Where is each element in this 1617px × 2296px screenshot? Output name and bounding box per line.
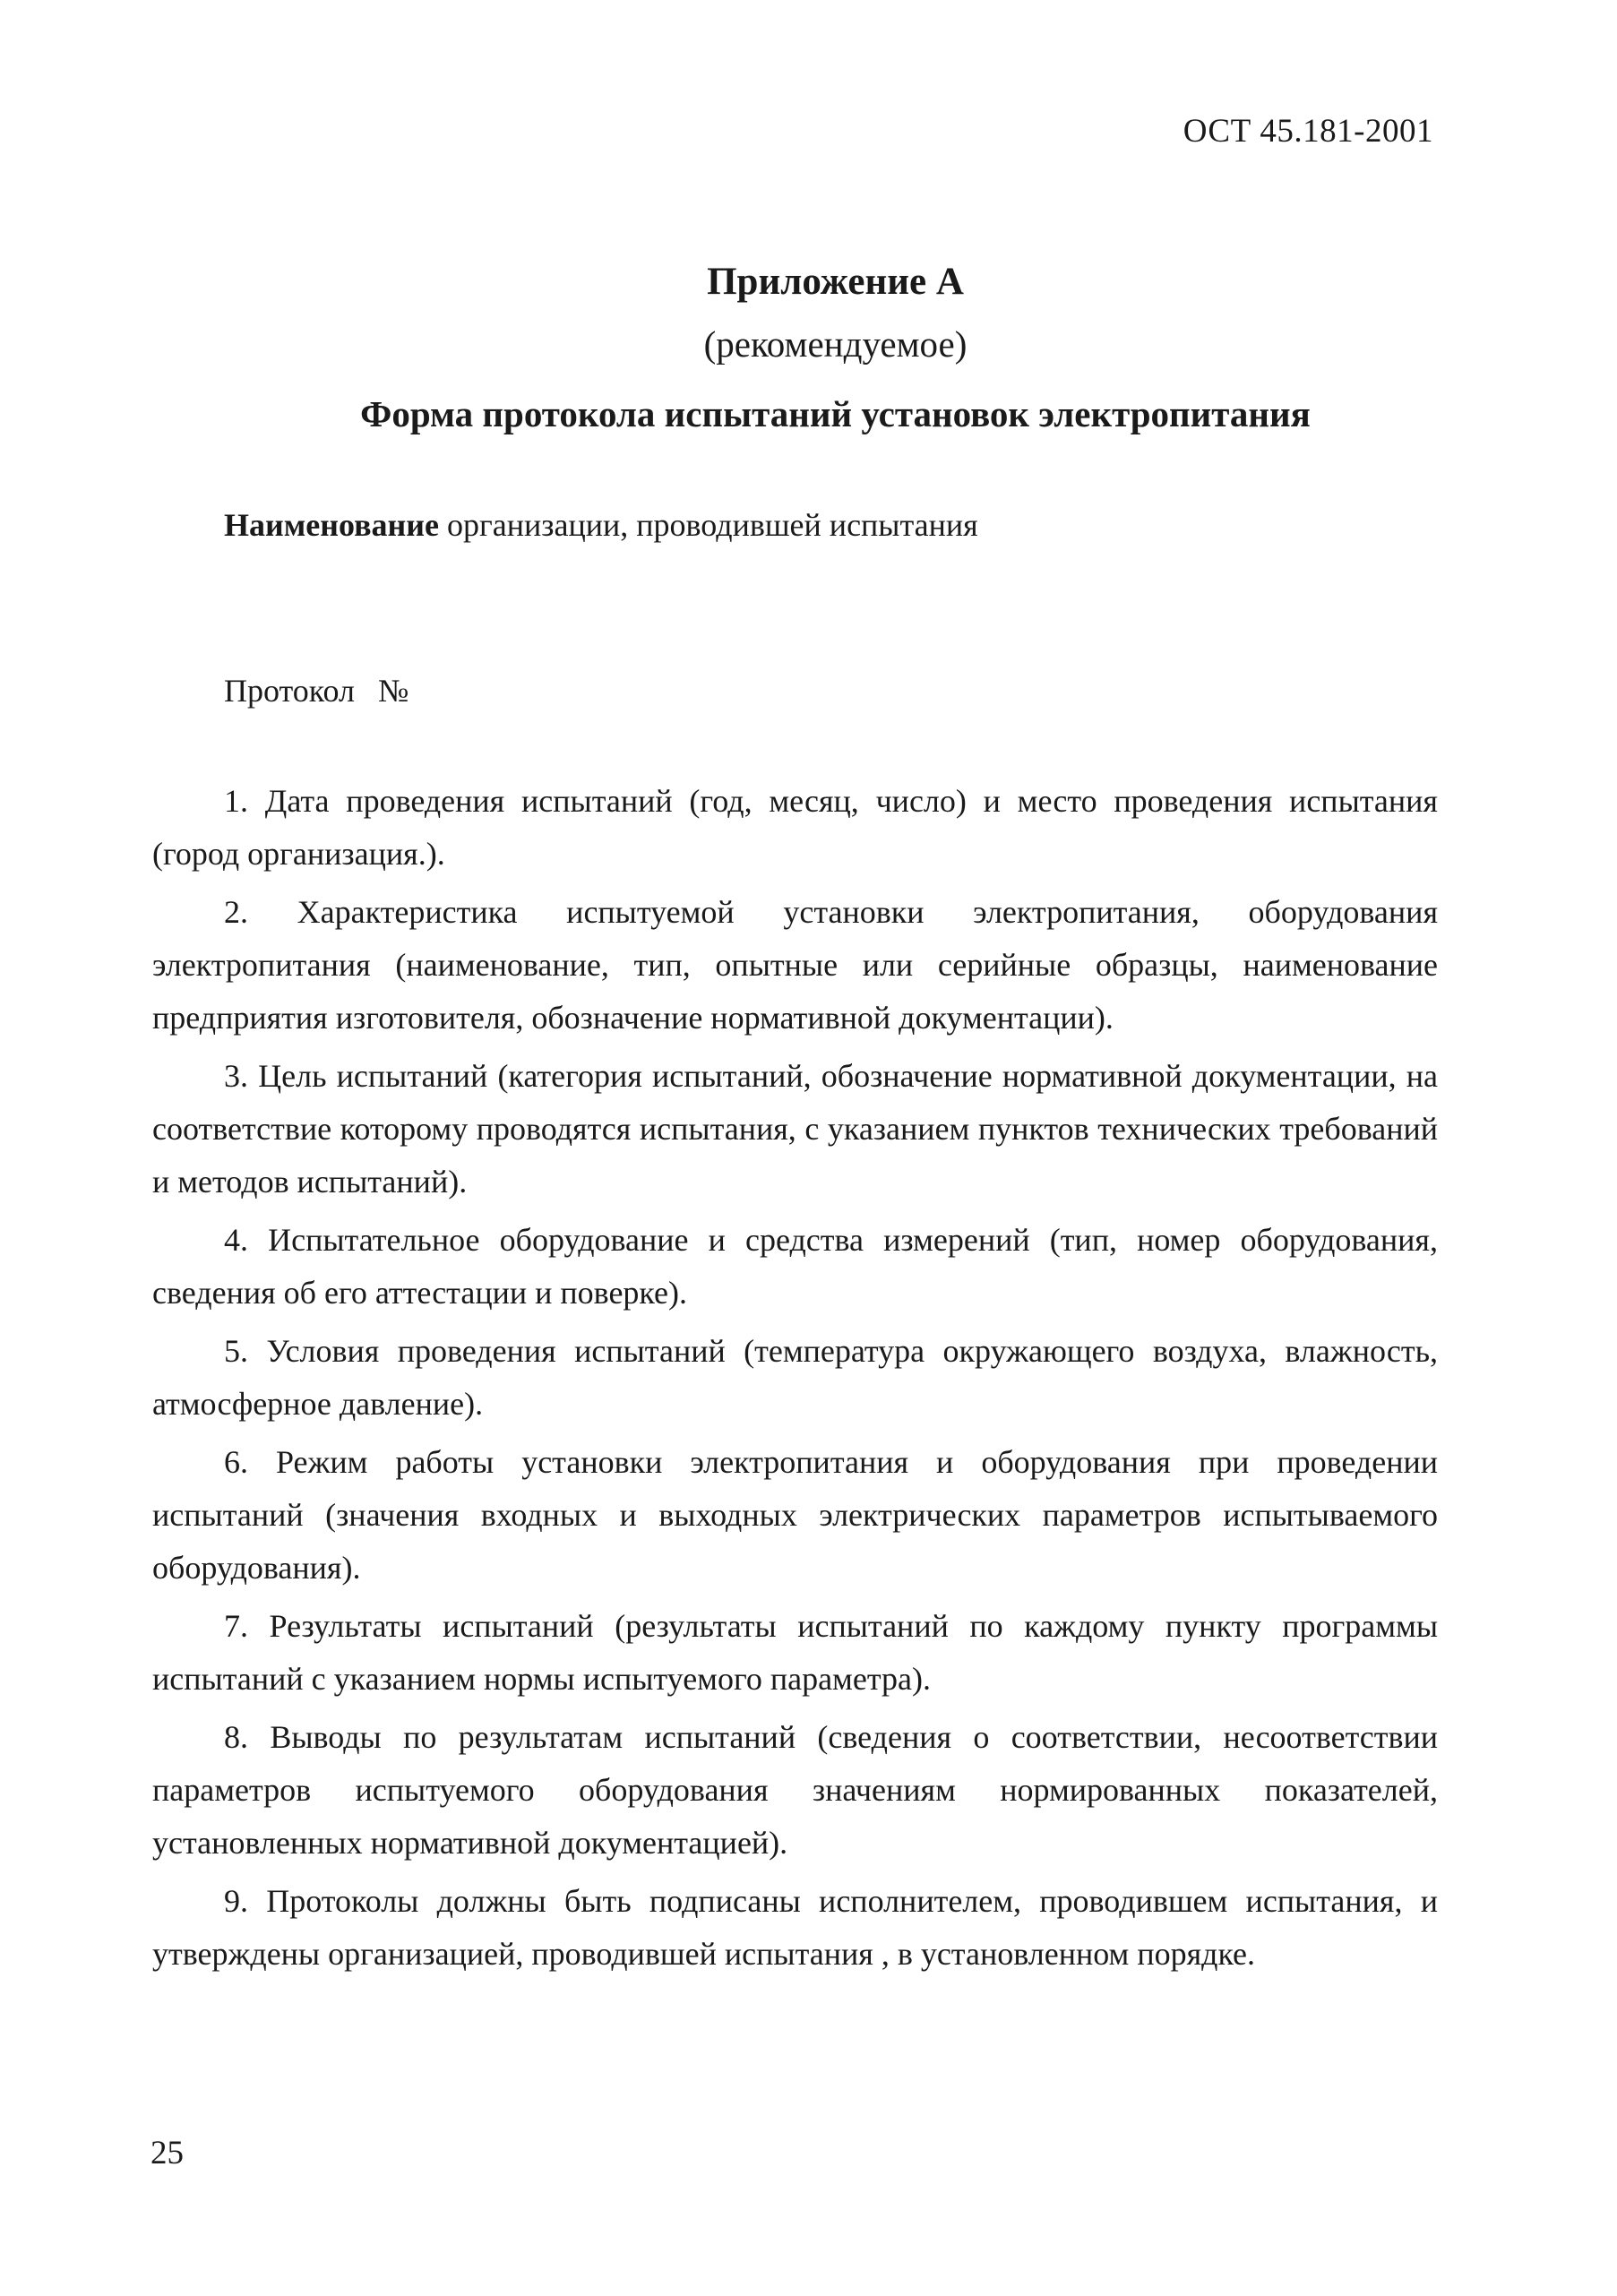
list-item: 2. Характеристика испытуемой установки электропитания, оборудования электропитания (наименование, тип, опытные или серийные образцы, наименование предприятия изготовителя, обозначение нормативной документации). — [152, 894, 1438, 1036]
appendix-note: (рекомендуемое) — [703, 323, 968, 365]
list-item: 9. Протоколы должны быть подписаны исполнителем, проводившем испытания, и утверждены организацией, проводившей испытания , в установленном порядке. — [152, 1883, 1438, 1972]
appendix-title: Приложение А — [707, 261, 964, 303]
protocol-label: Протокол — [224, 673, 355, 709]
list-item: 3. Цель испытаний (категория испытаний, обозначение нормативной документации, на соответствие которому проводятся испытания, с указанием пунктов технических требований и методов испытаний). — [152, 1058, 1438, 1200]
list-item: 1. Дата проведения испытаний (год, месяц, число) и место проведения испытания (город организация.). — [152, 783, 1438, 872]
form-title: Форма протокола испытаний установок электропитания — [360, 393, 1311, 434]
protocol-items-list — [152, 775, 1438, 1986]
list-item: 7. Результаты испытаний (результаты испытаний по каждому пункту программы испытаний с указанием нормы испытуемого параметра). — [152, 1608, 1438, 1697]
protocol-line — [224, 672, 409, 709]
organization-line — [224, 506, 978, 544]
document-code: ОСТ 45.181-2001 — [1183, 113, 1433, 150]
organization-label-bold: Наименование — [224, 507, 439, 543]
list-item: 4. Испытательное оборудование и средства измерений (тип, номер оборудования, сведения об его аттестации и поверке). — [152, 1222, 1438, 1311]
page-number: 25 — [151, 2135, 184, 2171]
list-item: 5. Условия проведения испытаний (температура окружающего воздуха, влажность, атмосферное давление). — [152, 1333, 1438, 1422]
list-item: 8. Выводы по результатам испытаний (сведения о соответствии, несоответствии параметров испытуемого оборудования значениям нормированных показателей, установленных нормативной документацией). — [152, 1719, 1438, 1861]
protocol-number-sign: № — [377, 673, 409, 709]
list-item: 6. Режим работы установки электропитания и оборудования при проведении испытаний (значения входных и выходных электрических параметров испытываемого оборудования). — [152, 1444, 1438, 1586]
organization-label-rest: организации, проводившей испытания — [439, 507, 978, 543]
